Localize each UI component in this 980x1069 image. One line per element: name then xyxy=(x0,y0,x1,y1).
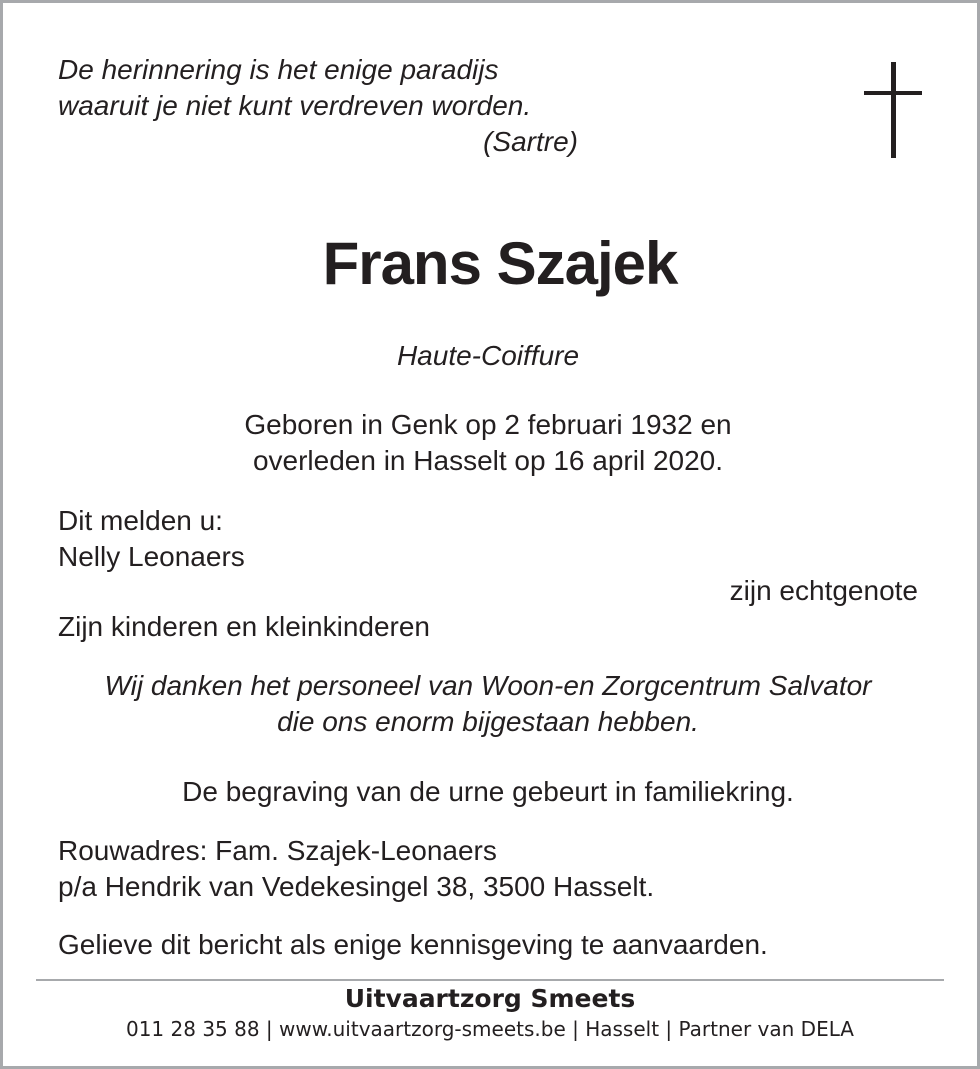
thanks-line: die ons enorm bijgestaan hebben. xyxy=(277,706,699,737)
birth-line: Geboren in Genk op 2 februari 1932 en xyxy=(244,409,732,440)
family-line: Zijn kinderen en kleinkinderen xyxy=(58,611,430,642)
spouse-name: Nelly Leonaers xyxy=(58,541,245,572)
thanks-line: Wij danken het personeel van Woon-en Zorgcentrum Salvator xyxy=(104,670,872,701)
deceased-name: Frans Szajek xyxy=(322,230,678,297)
cross-vertical-bar xyxy=(891,62,896,158)
announcers xyxy=(58,503,245,575)
quote-author: (Sartre) xyxy=(483,126,578,157)
deceased-profession: Haute-Coiffure xyxy=(396,340,580,371)
burial-info: De begraving van de urne gebeurt in familiekring. xyxy=(182,776,794,807)
thanks-message xyxy=(0,668,976,740)
announcers-intro: Dit melden u: xyxy=(58,505,223,536)
notice-text: Gelieve dit bericht als enige kennisgeving te aanvaarden. xyxy=(58,929,768,960)
quote-line: De herinnering is het enige paradijs xyxy=(58,54,499,85)
funeral-company-contact: 011 28 35 88 | www.uitvaartzorg-smeets.be | Hasselt | Partner van DELA xyxy=(125,1017,854,1041)
latin-cross-icon xyxy=(864,62,922,158)
memorial-quote xyxy=(58,52,578,160)
footer-divider xyxy=(36,979,944,981)
spouse-relation: zijn echtgenote xyxy=(729,575,918,606)
birth-death-dates xyxy=(0,407,976,479)
address-line: p/a Hendrik van Vedekesingel 38, 3500 Hasselt. xyxy=(58,871,655,902)
mourning-address xyxy=(58,833,654,905)
death-line: overleden in Hasselt op 16 april 2020. xyxy=(252,445,724,476)
cross-horizontal-bar xyxy=(864,91,922,95)
quote-line: waaruit je niet kunt verdreven worden. xyxy=(58,90,532,121)
address-line: Rouwadres: Fam. Szajek-Leonaers xyxy=(58,835,497,866)
funeral-company-name: Uitvaartzorg Smeets xyxy=(344,984,636,1013)
